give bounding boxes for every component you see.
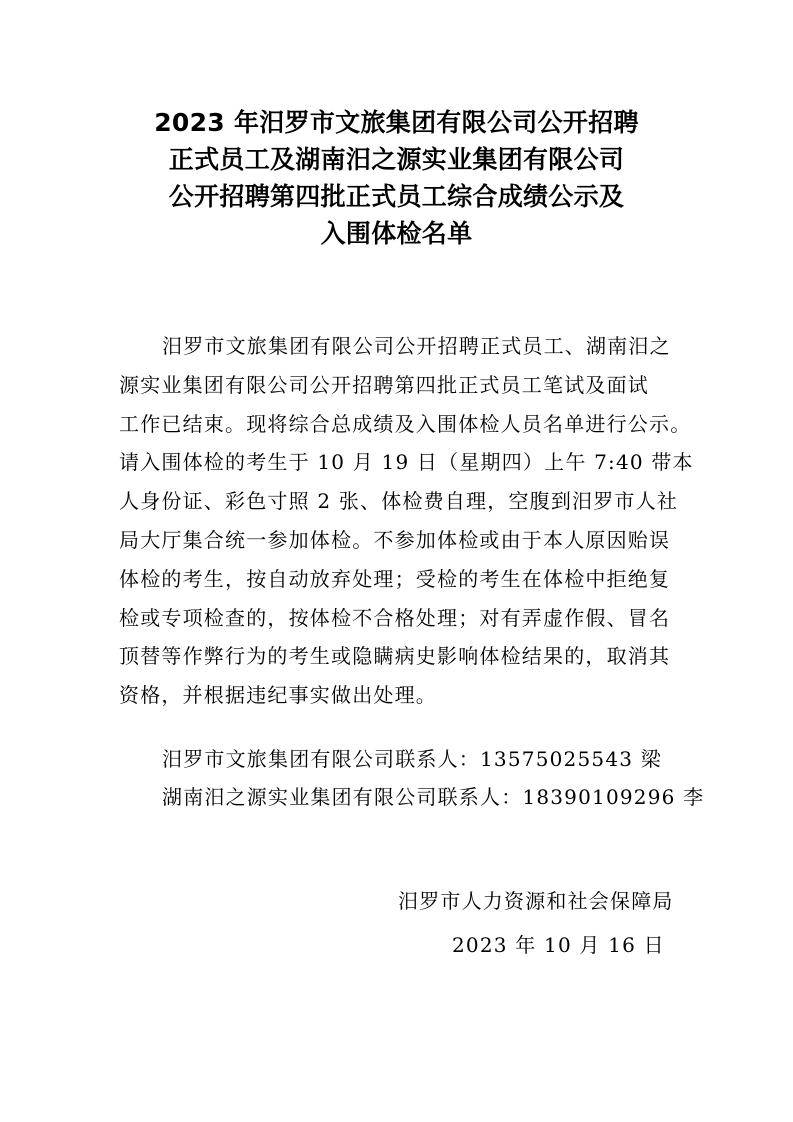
document-title: [60, 104, 733, 252]
title-line: 2023 年汨罗市文旅集团有限公司公开招聘: [154, 108, 639, 137]
body-line: 检或专项检查的，按体检不合格处理；对有弄虚作假、冒名: [119, 605, 671, 630]
body-line: 工作已结束。现将综合总成绩及入围体检人员名单进行公示。: [119, 411, 692, 436]
title-line: 公开招聘第四批正式员工综合成绩公示及: [168, 182, 625, 211]
body-line: 源实业集团有限公司公开招聘第四批正式员工笔试及面试: [119, 372, 649, 397]
signature-date: 2023 年 10 月 16 日: [452, 933, 665, 957]
contact-list: [162, 740, 704, 816]
title-line: 正式员工及湖南汨之源实业集团有限公司: [168, 145, 625, 174]
body-paragraph: [119, 327, 694, 715]
body-line: 体检的考生，按自动放弃处理；受检的考生在体检中拒绝复: [119, 566, 671, 591]
body-line: 资格，并根据违纪事实做出处理。: [119, 683, 437, 708]
body-line: 汨罗市文旅集团有限公司公开招聘正式员工、湖南汨之: [162, 334, 671, 358]
body-line: 顶替等作弊行为的考生或隐瞒病史影响体检结果的，取消其: [119, 644, 671, 669]
body-line: 人身份证、彩色寸照 2 张、体检费自理，空腹到汨罗市人社: [119, 489, 679, 514]
signature-organization: 汨罗市人力资源和社会保障局: [398, 889, 674, 913]
contact-wenlv: 汨罗市文旅集团有限公司联系人：13575025543 梁: [162, 747, 662, 771]
body-line: 请入围体检的考生于 10 月 19 日（星期四）上午 7:40 带本: [119, 450, 694, 475]
body-line: 局大厅集合统一参加体检。不参加体检或由于本人原因贻误: [119, 527, 671, 552]
title-line: 入围体检名单: [320, 219, 473, 248]
contact-mizhiyuan: 湖南汨之源实业集团有限公司联系人：18390109296 李: [162, 785, 705, 809]
